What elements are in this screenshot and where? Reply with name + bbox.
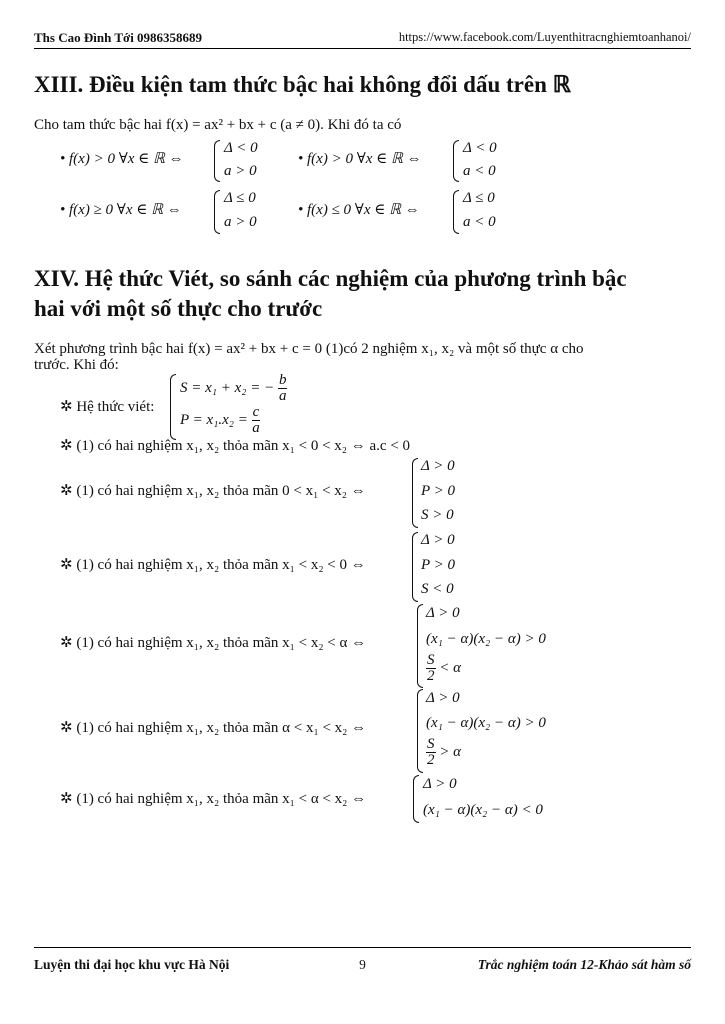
section-13-title: XIII. Điều kiện tam thức bậc hai không đổi dấu trên ℝ [34,72,571,97]
viet-sum-num: b [278,372,287,388]
case-2-brace [412,458,418,528]
case-4-cond-2: (x₁ − α)(x₂ − α) > 0 [426,631,546,647]
case-4-num: S [427,652,435,668]
rule-2-cond-1: Δ < 0 [463,140,497,156]
footer-rule [34,947,691,948]
case-5-cond-2: (x₁ − α)(x₂ − α) > 0 [426,715,546,731]
viet-sum-fraction [278,373,288,404]
rule-2-brace [453,140,459,182]
case-2-cond-2: P > 0 [421,483,456,499]
viet-sum-lhs: S = x₁ + x₂ = − [180,379,275,396]
header-url[interactable]: https://www.facebook.com/Luyenthitracnghiemtoanhanoi/ [398,30,691,44]
case-6-lhs: ✲ (1) có hai nghiệm x₁, x₂ thỏa mãn x₁ < α < x₂ ⇔ [60,791,367,807]
footer-left: Luyện thi đại học khu vực Hà Nội [34,957,230,972]
footer-right: Trắc nghiệm toán 12-Khảo sát hàm số [477,957,691,972]
section-14-title-line-1: XIV. Hệ thức Viét, so sánh các nghiệm của phương trình bậc [34,266,627,291]
rule-1-cond-2: a > 0 [224,163,257,179]
case-5-brace [417,689,423,773]
rule-4-cond-2: a < 0 [463,214,496,230]
case-2-lhs: ✲ (1) có hai nghiệm x₁, x₂ thỏa mãn 0 < x₁ < x₂ ⇔ [60,483,366,499]
rule-4-cond-1: Δ ≤ 0 [463,190,495,206]
case-3-cond-2: P > 0 [421,557,456,573]
viet-brace [170,374,176,440]
viet-product-lhs: P = x₁.x₂ = [180,411,248,428]
rule-2-cond-2: a < 0 [463,163,496,179]
rule-3-lhs: • f(x) ≥ 0 ∀x ∈ ℝ ⇔ [60,202,182,218]
case-4-cond-1: Δ > 0 [426,605,460,621]
rule-2-lhs: • f(x) > 0 ∀x ∈ ℝ ⇔ [298,151,422,167]
case-6-brace [413,775,419,823]
header-rule [34,48,691,49]
case-4-brace [417,604,423,688]
header-author: Ths Cao Đình Tới 0986358689 [34,30,203,45]
section-14-intro-line-2: trước. Khi đó: [34,357,119,373]
case-3-cond-3: S < 0 [421,581,454,597]
rule-4-lhs: • f(x) ≤ 0 ∀x ∈ ℝ ⇔ [298,202,420,218]
case-4-fraction [426,653,436,684]
viet-label: ✲ Hệ thức viét: [60,399,155,415]
rule-4-brace [453,190,459,234]
case-5-cond-1: Δ > 0 [426,690,460,706]
case-4-cond-3 [426,653,461,684]
case-5-cond-3 [426,737,461,768]
case-5-fraction [426,737,436,768]
case-4-compare: < α [439,659,461,676]
case-3-cond-1: Δ > 0 [421,532,455,548]
case-4-den: 2 [427,668,435,684]
rule-1-lhs: • f(x) > 0 ∀x ∈ ℝ ⇔ [60,151,184,167]
section-13-intro: Cho tam thức bậc hai f(x) = ax² + bx + c (a ≠ 0). Khi đó ta có [34,117,402,133]
case-6-cond-2: (x₁ − α)(x₂ − α) < 0 [423,802,543,818]
rule-3-cond-2: a > 0 [224,214,257,230]
viet-sum-den: a [278,388,287,404]
viet-product [180,405,260,436]
rule-3-brace [214,190,220,234]
case-3-brace [412,532,418,602]
case-3-lhs: ✲ (1) có hai nghiệm x₁, x₂ thỏa mãn x₁ < x₂ < 0 ⇔ [60,557,366,573]
case-4-lhs: ✲ (1) có hai nghiệm x₁, x₂ thỏa mãn x₁ < x₂ < α ⇔ [60,635,367,651]
case-6-cond-1: Δ > 0 [423,776,457,792]
case-5-lhs: ✲ (1) có hai nghiệm x₁, x₂ thỏa mãn α < x₁ < x₂ ⇔ [60,720,367,736]
case-5-compare: > α [439,743,461,760]
page-number: 9 [359,957,366,972]
case-1: ✲ (1) có hai nghiệm x₁, x₂ thỏa mãn x₁ < 0 < x₂ ⇔ a.c < 0 [60,438,411,454]
rule-1-brace [214,140,220,182]
case-2-cond-3: S > 0 [421,507,454,523]
page-header [34,30,691,46]
section-14-intro-line-1: Xét phương trình bậc hai f(x) = ax² + bx + c = 0 (1)có 2 nghiệm x₁, x₂ và một số thực α cho [34,341,584,357]
case-2-cond-1: Δ > 0 [421,458,455,474]
rule-1-cond-1: Δ < 0 [224,140,258,156]
viet-product-fraction [252,405,261,436]
section-14-title-line-2: hai với một số thực cho trước [34,296,323,321]
viet-product-den: a [252,420,260,436]
case-5-num: S [427,736,435,752]
viet-sum [180,373,287,404]
rule-3-cond-1: Δ ≤ 0 [224,190,256,206]
case-5-den: 2 [427,752,435,768]
viet-product-num: c [252,404,260,420]
